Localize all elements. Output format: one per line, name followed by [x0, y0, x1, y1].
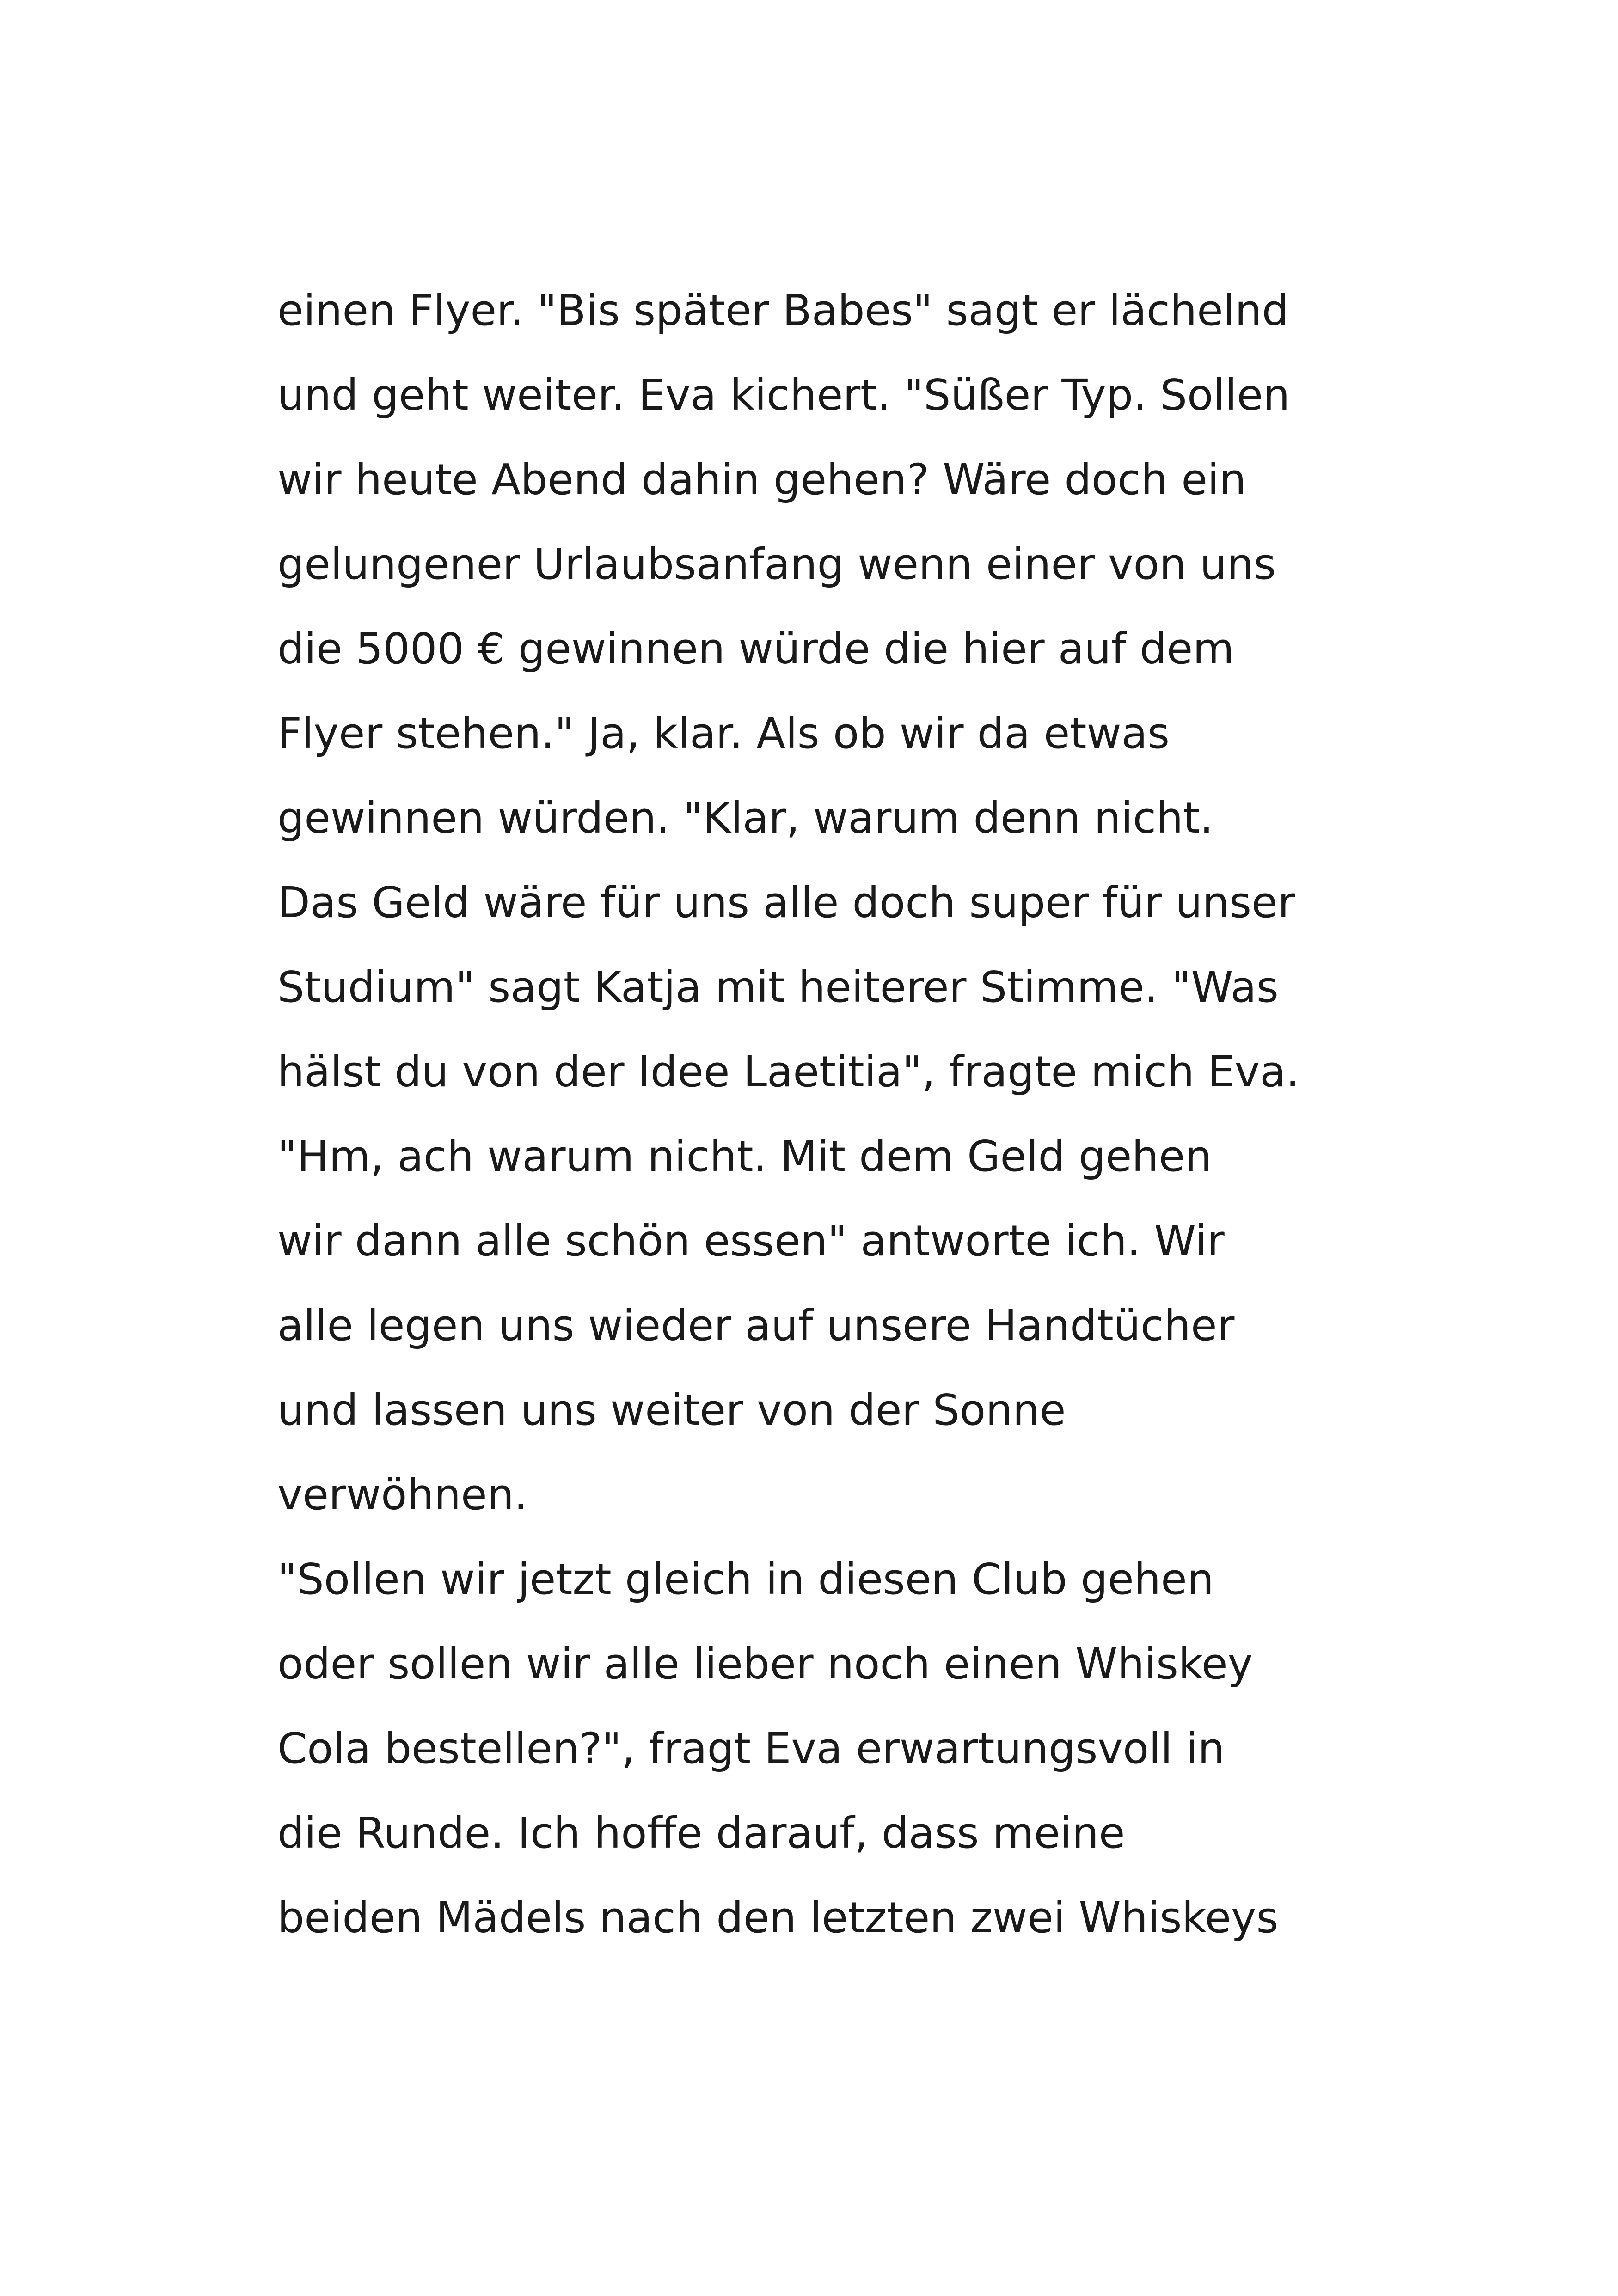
- text-line: wir heute Abend dahin gehen? Wäre doch ein: [277, 455, 1246, 504]
- text-line: und geht weiter. Eva kichert. "Süßer Typ. Sollen: [277, 370, 1290, 420]
- text-line: oder sollen wir alle lieber noch einen Whiskey: [277, 1639, 1253, 1689]
- text-line: beiden Mädels nach den letzten zwei Whiskeys: [277, 1893, 1279, 1942]
- text-line: alle legen uns wieder auf unsere Handtücher: [277, 1301, 1235, 1350]
- text-line: Flyer stehen." Ja, klar. Als ob wir da etwas: [277, 709, 1170, 758]
- text-line: die 5000 € gewinnen würde die hier auf dem: [277, 624, 1234, 673]
- text-line: Cola bestellen?", fragt Eva erwartungsvoll in: [277, 1724, 1225, 1773]
- text-line: einen Flyer. "Bis später Babes" sagt er lächelnd: [277, 286, 1289, 335]
- text-line: "Sollen wir jetzt gleich in diesen Club gehen: [277, 1555, 1214, 1604]
- text-line: wir dann alle schön essen" antworte ich. Wir: [277, 1216, 1225, 1266]
- text-line: verwöhnen.: [277, 1470, 528, 1519]
- text-line: hälst du von der Idee Laetitia", fragte mich Eva.: [277, 1047, 1299, 1096]
- text-line: "Hm, ach warum nicht. Mit dem Geld gehen: [277, 1132, 1212, 1181]
- text-line: Das Geld wäre für uns alle doch super für unser: [277, 878, 1295, 927]
- text-line: gewinnen würden. "Klar, warum denn nicht.: [277, 793, 1214, 843]
- text-line: Studium" sagt Katja mit heiterer Stimme. "Was: [277, 962, 1279, 1012]
- text-line: die Runde. Ich hoffe darauf, dass meine: [277, 1808, 1125, 1858]
- text-line: gelungener Urlaubsanfang wenn einer von uns: [277, 539, 1276, 589]
- body-text: [277, 268, 1410, 1960]
- text-line: und lassen uns weiter von der Sonne: [277, 1385, 1066, 1435]
